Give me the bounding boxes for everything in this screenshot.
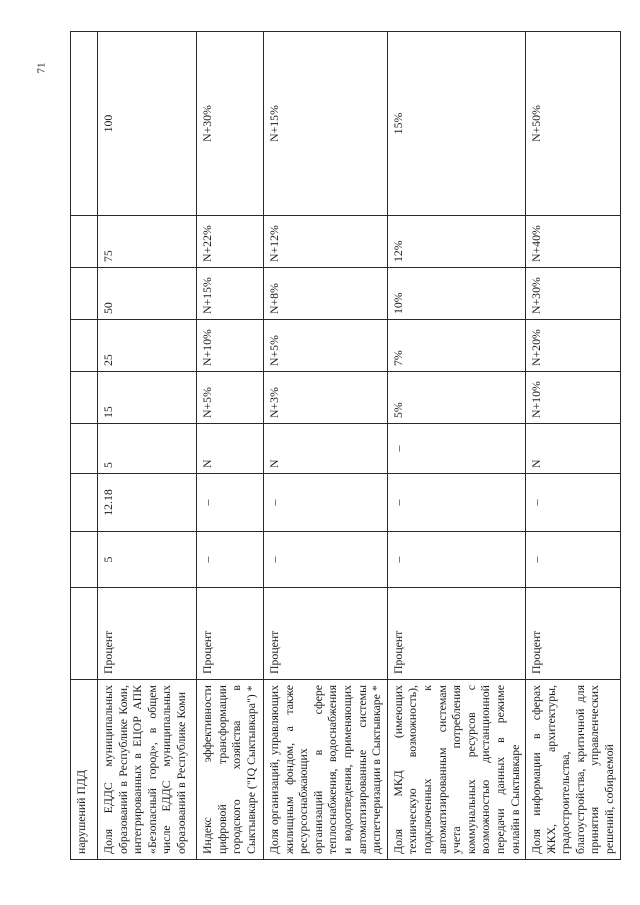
base-date-cell: – (526, 474, 621, 532)
indicator-cell: Доля МКД (имеющих техническую возможность), подключенных к автоматизированным системам учета потребления коммунальных ресурсов с возможностью дистанционной передачи данных в режиме онлайн в Сыктывкаре (387, 680, 525, 860)
value-2021-cell: N+10% (197, 320, 264, 372)
value-2020-cell: N+10% (526, 372, 621, 424)
value-2023-cell: N+22% (197, 216, 264, 268)
table-row (197, 32, 264, 860)
base-value-cell: – (197, 532, 264, 588)
value-2022-cell: N+30% (526, 268, 621, 320)
value-2022-cell: 10% (387, 268, 525, 320)
base-date-cell: 12.18 (98, 474, 197, 532)
value-2024-cell: N+30% (197, 32, 264, 216)
rotated-table-container (70, 32, 617, 860)
unit-cell: Процент (526, 588, 621, 680)
unit-cell: Процент (98, 588, 197, 680)
value-2020-cell: 5% (387, 372, 525, 424)
base-value-cell: – (526, 532, 621, 588)
base-date-cell: – (387, 474, 525, 532)
value-2023-cell: 75 (98, 216, 197, 268)
value-2020-cell: 15 (98, 372, 197, 424)
value-2019-cell: N (197, 424, 264, 474)
unit-cell: Процент (264, 588, 388, 680)
value-2019-cell: N (264, 424, 388, 474)
page-number: 71 (35, 62, 48, 74)
table-header-row (71, 32, 98, 860)
indicator-cell: Индекс эффективности цифровой трансформации городского хозяйства в Сыктывкаре ("IQ Сыктывкара") * (197, 680, 264, 860)
value-2020-cell: N+5% (197, 372, 264, 424)
value-2024-cell: N+15% (264, 32, 388, 216)
base-date-cell: – (264, 474, 388, 532)
table-row (98, 32, 197, 860)
value-2023-cell: 12% (387, 216, 525, 268)
value-2020-cell: N+3% (264, 372, 388, 424)
header-fragment-cell: нарушений ПДД (71, 680, 98, 860)
base-value-cell: 5 (98, 532, 197, 588)
unit-cell: Процент (387, 588, 525, 680)
base-value-cell: – (387, 532, 525, 588)
value-2022-cell: N+15% (197, 268, 264, 320)
value-2021-cell: N+20% (526, 320, 621, 372)
indicator-cell: Доля информации в сферах ЖКХ, архитектуры, градостроительства, благоустройства, критичной для принятия управленческих решений, собираемой (526, 680, 621, 860)
table-row (387, 32, 525, 860)
indicator-cell: Доля организаций, управляющих жилищным фондом, а также ресурсоснабжающих организаций в сфере теплоснабжения, водоснабжения и водоотведения, применяющих автоматизированные системы диспетчеризации в Сыктывкаре * (264, 680, 388, 860)
value-2023-cell: N+12% (264, 216, 388, 268)
value-2019-cell: 5 (98, 424, 197, 474)
base-value-cell: – (264, 532, 388, 588)
value-2024-cell: 15% (387, 32, 525, 216)
value-2022-cell: 50 (98, 268, 197, 320)
table-row (526, 32, 621, 860)
value-2019-cell: N (526, 424, 621, 474)
value-2024-cell: N+50% (526, 32, 621, 216)
value-2023-cell: N+40% (526, 216, 621, 268)
value-2021-cell: 7% (387, 320, 525, 372)
value-2021-cell: 25 (98, 320, 197, 372)
table-row (264, 32, 388, 860)
value-2021-cell: N+5% (264, 320, 388, 372)
base-date-cell: – (197, 474, 264, 532)
value-2024-cell: 100 (98, 32, 197, 216)
indicator-cell: Доля ЕДДС муниципальных образований в Республике Коми, интегрированных в ЕЦОР АПК «Безопасный город», в общем числе ЕДДС муниципальных образований в Республике Коми (98, 680, 197, 860)
value-2022-cell: N+8% (264, 268, 388, 320)
indicators-table (70, 31, 621, 860)
value-2019-cell: – (387, 424, 525, 474)
unit-cell: Процент (197, 588, 264, 680)
